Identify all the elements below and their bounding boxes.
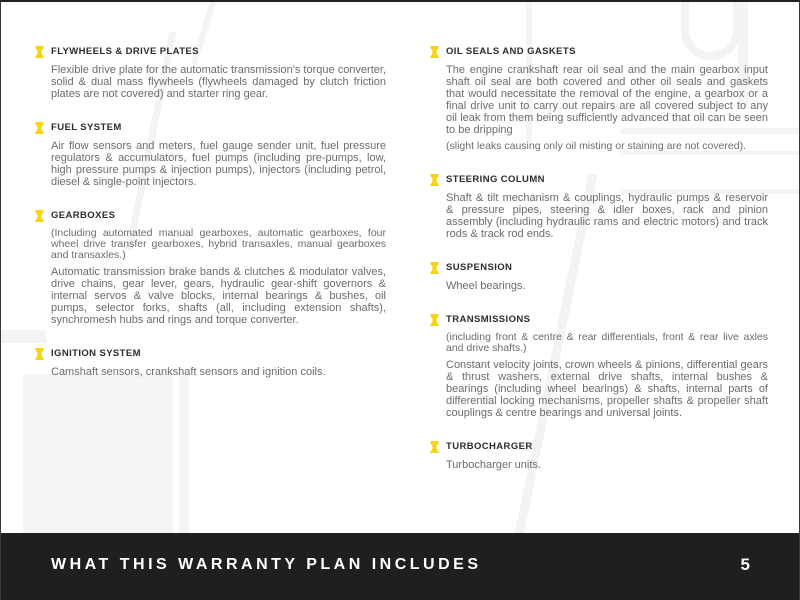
section-gearboxes bbox=[34, 210, 386, 326]
spanner-icon bbox=[35, 348, 44, 360]
section-heading: TRANSMISSIONS bbox=[446, 314, 531, 325]
section-body: Turbocharger units. bbox=[446, 459, 541, 471]
section-body: Camshaft sensors, crankshaft sensors and ignition coils. bbox=[51, 366, 326, 378]
spanner-icon bbox=[35, 46, 44, 58]
section-heading: FLYWHEELS & DRIVE PLATES bbox=[51, 46, 199, 57]
section-body: The engine crankshaft rear oil seal and the main gearbox input shaft oil seal are both covered and other oil seals and gaskets that would necessitate the removal of the engine, a gearbox or a final drive unit to carry out repairs are all covered subject to any oil leak from them being sufficiently advanced that oil can be seen to be dripping bbox=[446, 64, 768, 136]
section-heading: FUEL SYSTEM bbox=[51, 122, 122, 133]
section-body: Flexible drive plate for the automatic transmission's torque converter, solid & dual mass flywheels (flywheels damaged by clutch friction plates are not covered) and starter ring gear. bbox=[51, 64, 386, 100]
right-column bbox=[429, 46, 768, 493]
section-note: (including front & centre & rear differentials, front & rear live axles and drive shafts.) bbox=[446, 331, 768, 354]
section-heading: OIL SEALS AND GASKETS bbox=[446, 46, 576, 57]
section-transmissions bbox=[429, 314, 768, 419]
spanner-icon bbox=[430, 262, 439, 274]
section-body: Wheel bearings. bbox=[446, 280, 526, 292]
section-body: Shaft & tilt mechanism & couplings, hydraulic pumps & reservoir & pressure pipes, steering & idler boxes, rack and pinion assembly (including hydraulic rams and electric motors) and track rods & track rod ends. bbox=[446, 192, 768, 240]
section-steering-column bbox=[429, 174, 768, 240]
spanner-icon bbox=[35, 210, 44, 222]
spanner-icon bbox=[430, 46, 439, 58]
section-fuel-system bbox=[34, 122, 386, 188]
spanner-icon bbox=[35, 122, 44, 134]
section-suspension bbox=[429, 262, 768, 292]
page-title: WHAT THIS WARRANTY PLAN INCLUDES bbox=[51, 555, 482, 573]
section-body: Automatic transmission brake bands & clutches & modulator valves, drive chains, gear lever, gears, hydraulic gear-shift governors & internal servos & valve blocks, internal bearings & bushes, oil pumps, selector forks, shafts (all, including extension shafts), synchromesh hubs and rings and torque converter. bbox=[51, 266, 386, 326]
section-oil-seals-gaskets bbox=[429, 46, 768, 152]
footer-bar bbox=[1, 533, 800, 600]
spanner-icon bbox=[430, 314, 439, 326]
section-heading: IGNITION SYSTEM bbox=[51, 348, 141, 359]
section-body: Air flow sensors and meters, fuel gauge sender unit, fuel pressure regulators & accumulators, fuel pumps (including pre-pumps, low, high pressure pumps & injection pumps), injectors (including petrol, diesel & single-point injectors. bbox=[51, 140, 386, 188]
section-note: (slight leaks causing only oil misting or staining are not covered). bbox=[446, 140, 746, 152]
covered-items-list bbox=[34, 46, 781, 493]
spanner-icon bbox=[430, 174, 439, 186]
section-heading: GEARBOXES bbox=[51, 210, 116, 221]
section-flywheels-drive-plates bbox=[34, 46, 386, 100]
section-heading: TURBOCHARGER bbox=[446, 441, 533, 452]
section-body: Constant velocity joints, crown wheels & pinions, differential gears & thrust washers, external drive shafts, internal bushes & bearings (including wheel bearings) & shafts, internal parts of differential locking mechanisms, propeller shafts & propeller shaft couplings & centre bearings and universal joints. bbox=[446, 359, 768, 419]
page-number: 5 bbox=[740, 554, 751, 574]
section-heading: SUSPENSION bbox=[446, 262, 513, 273]
section-heading: STEERING COLUMN bbox=[446, 174, 545, 185]
section-note: (Including automated manual gearboxes, automatic gearboxes, four wheel drive transfer gearboxes, hybrid transaxles, manual gearboxes and transaxles.) bbox=[51, 227, 386, 261]
section-ignition-system bbox=[34, 348, 386, 378]
section-turbocharger bbox=[429, 441, 768, 471]
spanner-icon bbox=[430, 441, 439, 453]
left-column bbox=[34, 46, 386, 493]
